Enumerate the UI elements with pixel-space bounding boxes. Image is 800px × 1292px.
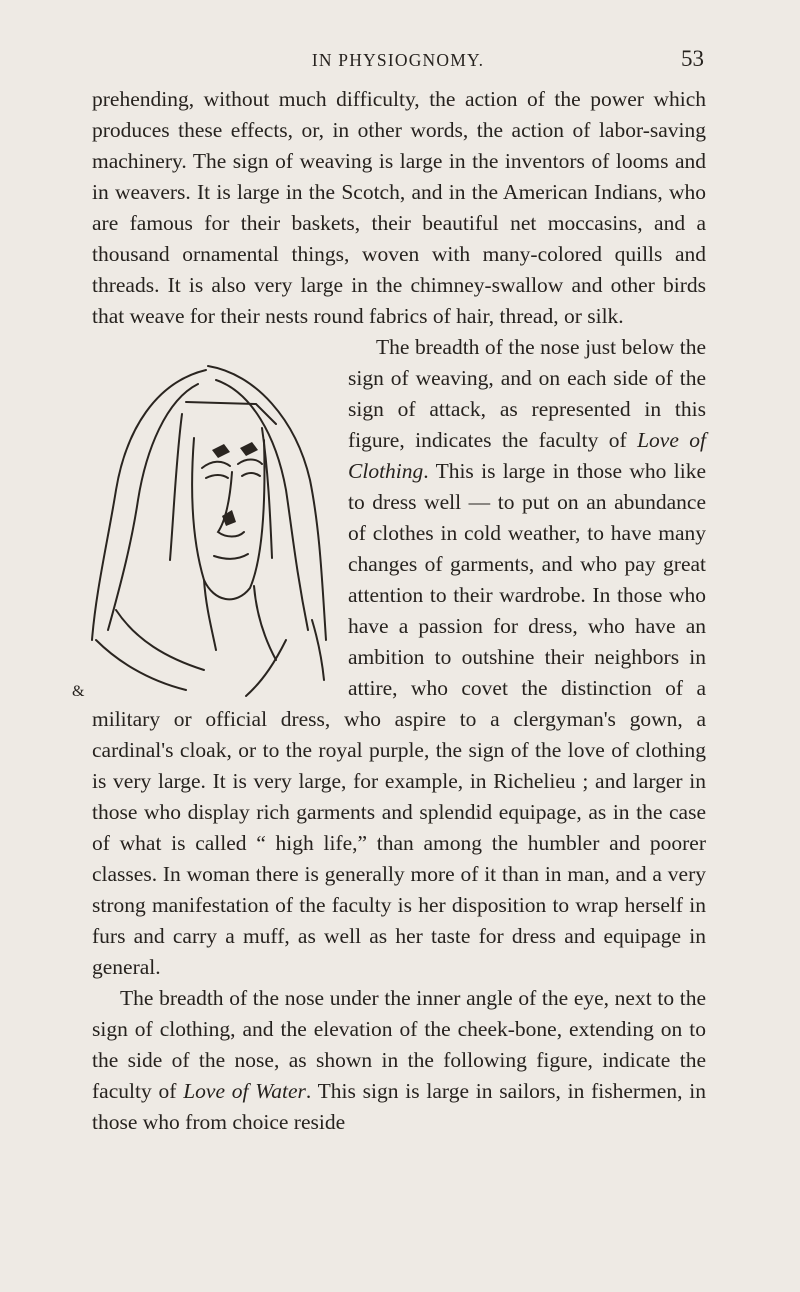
page-number: 53 bbox=[681, 46, 704, 71]
paragraph-3-rest: . This sign is large in sailors, in fishermen, in those who from choice reside bbox=[92, 1079, 706, 1134]
paragraph-1: prehending, without much difficulty, the action of the power which produces these effects, or, in other words, the action of labor-saving machinery. The sign of weaving is large in the inventors of looms and in weavers. It is large in the Scotch, and in the American Indians, who are famous for their baskets, their beautiful net moccasins, and a thousand ornamental things, woven with many-colored quills and threads. It is also very large in the chimney-swallow and other birds that weave for their nests round fabrics of hair, thread, or silk. bbox=[92, 87, 706, 328]
faculty-love-of-water: Love of Water bbox=[183, 1079, 306, 1103]
margin-mark: & bbox=[72, 683, 85, 700]
page-header bbox=[92, 44, 704, 78]
face-figure bbox=[86, 332, 336, 704]
paragraph-2-lead: The breadth of the nose just below the sign of weaving, and on each side of the sign of attack, as represented in this figure, indicates the faculty of bbox=[348, 335, 706, 452]
running-title: IN PHYSIOGNOMY. bbox=[311, 50, 485, 70]
paragraph-2 bbox=[92, 332, 706, 983]
paragraph-3 bbox=[92, 983, 706, 1138]
paragraph-2-rest: . This is large in those who like to dress well — to put on an abundance of clothes in cold weather, to have many changes of garments, and who pay great attention to their wardrobe. In those who have a passion for dress, who have an ambition to outshine their neighbors in attire, who covet the distinction of a military or official dress, who aspire to a clergyman's gown, a cardinal's cloak, or to the royal purple, the sign of the love of clothing is very large. It is very large, for example, in Richelieu ; and larger in those who display rich garments and splendid equipage, as in the case of what is called “ high life,” than among the humbler and poorer classes. In woman there is generally more of it than in man, and a very strong manifestation of the faculty is her disposition to wrap herself in furs and carry a muff, as well as her taste for dress and equipage in general. bbox=[92, 459, 706, 979]
face-engraving-illustration bbox=[86, 340, 336, 702]
body-text bbox=[92, 84, 706, 1138]
faculty-love-of-clothing: Love of Clothing bbox=[348, 428, 706, 483]
paragraph-3-lead: The breadth of the nose under the inner angle of the eye, next to the sign of clothing, and the elevation of the cheek-bone, extending on to the side of the nose, as shown in the following figure, indicate the faculty of bbox=[92, 986, 706, 1103]
